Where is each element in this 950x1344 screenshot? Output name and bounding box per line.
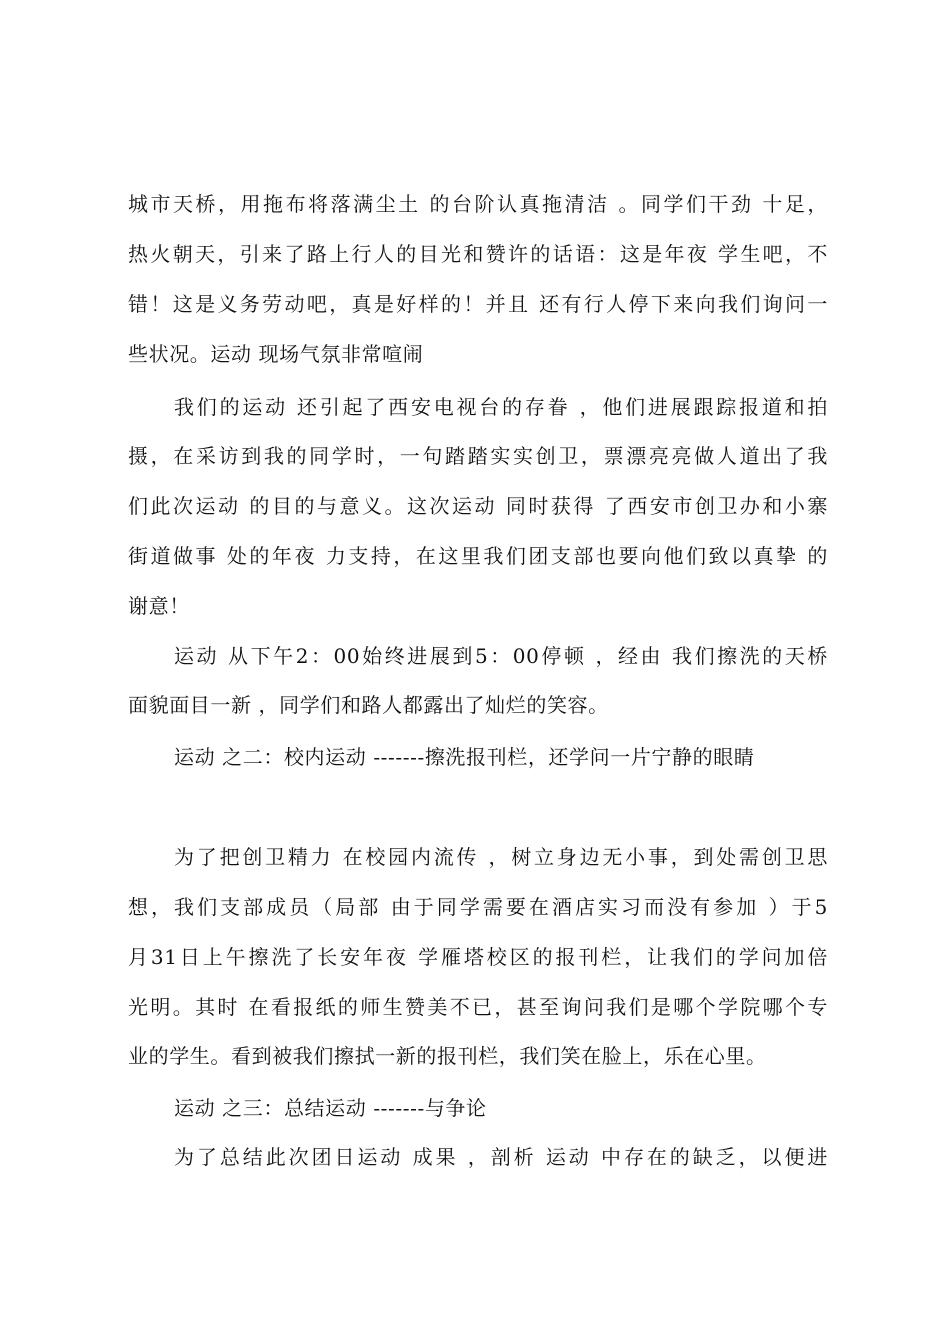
body-text-line: 谢意！ bbox=[128, 594, 190, 618]
body-text-line: 街道做事 处的年夜 力支持，在这里我们团支部也要向他们致以真挚 的 bbox=[128, 544, 828, 568]
body-text-line: 想，我们支部成员（局部 由于同学需要在酒店实习而没有参加 ）于5 bbox=[128, 895, 828, 919]
body-text-line: 些状况。运动 现场气氛非常喧闹 bbox=[128, 342, 424, 366]
body-text-line: 摄，在采访到我的同学时，一句踏踏实实创卫，票漂亮亮做人道出了我 bbox=[128, 444, 828, 468]
body-text-line: 错！这是义务劳动吧，真是好样的！并且 还有行人停下来向我们询问一 bbox=[128, 292, 828, 316]
section-heading: 运动 之三：总结运动 -------与争论 bbox=[174, 1096, 487, 1120]
body-text-line: 面貌面目一新 ，同学们和路人都露出了灿烂的笑容。 bbox=[128, 693, 609, 717]
body-text-line: 城市天桥，用拖布将落满尘土 的台阶认真拖清洁 。同学们干劲 十足， bbox=[128, 192, 828, 216]
body-text-line: 热火朝天，引来了路上行人的目光和赞许的话语：这是年夜 学生吧，不 bbox=[128, 242, 828, 266]
paragraph-first-line: 运动 从下午2：00始终进展到5：00停顿 ，经由 我们擦洗的天桥 bbox=[174, 644, 828, 668]
body-text-line: 业的学生。看到被我们擦拭一新的报刊栏，我们笑在脸上，乐在心里。 bbox=[128, 1044, 767, 1068]
paragraph-first-line: 为了把创卫精力 在校园内流传 ，树立身边无小事，到处需创卫思 bbox=[174, 845, 828, 869]
body-text-line: 们此次运动 的目的与意义。这次运动 同时获得 了西安市创卫办和小寨 bbox=[128, 494, 828, 518]
body-text-line: 月31日上午擦洗了长安年夜 学雁塔校区的报刊栏，让我们的学问加倍 bbox=[128, 945, 828, 969]
section-heading: 运动 之二：校内运动 -------擦洗报刊栏，还学问一片宁静的眼睛 bbox=[174, 745, 755, 769]
body-text-line: 光明。其时 在看报纸的师生赞美不已，甚至询问我们是哪个学院哪个专 bbox=[128, 995, 828, 1019]
paragraph-first-line: 为了总结此次团日运动 成果 ，剖析 运动 中存在的缺乏，以便进 bbox=[174, 1145, 828, 1169]
paragraph-first-line: 我们的运动 还引起了西安电视台的存眷 ，他们进展跟踪报道和拍 bbox=[174, 395, 828, 419]
